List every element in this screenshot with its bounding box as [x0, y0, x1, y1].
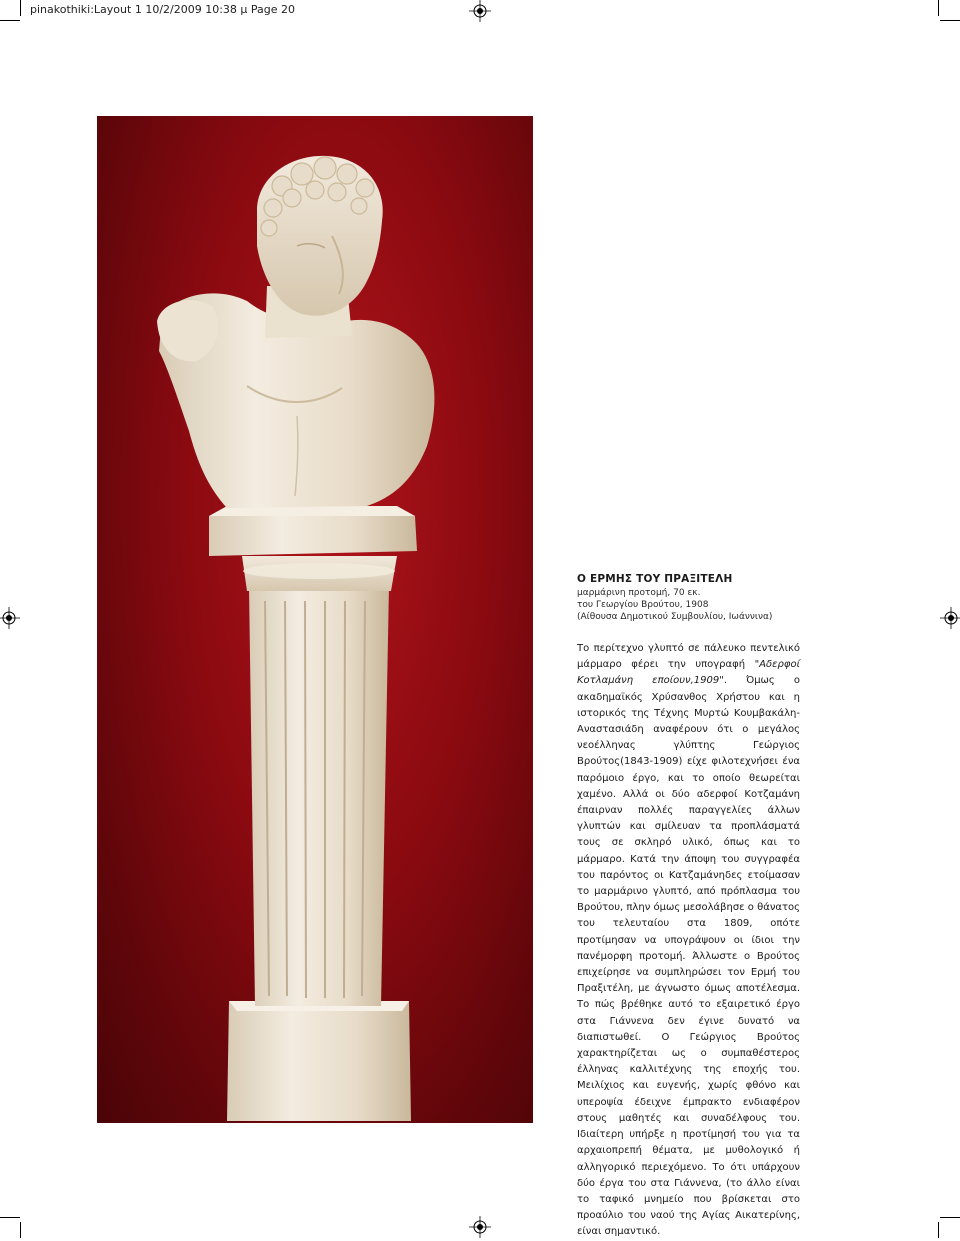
body-part-2: . Όμως ο ακαδημαϊκός Χρύσανθος Χρήστου και η ιστορικός της Τέχνης Μυρτώ Κουμβακάλη-Αναστασιάδη αναφέρουν ότι ο μεγάλος νεοέλληνας γλύπτης Γεώργιος Βρούτος(1843-1909) είχε φιλοτεχνήσει ένα παρόμοιο έργο, και το οποίο θεωρείται χαμένο. Αλλά οι δύο αδερφοί Κοτζαμάνη έπαιρναν πολλές παραγγελίες άλλων γλυπτών και σμίλευαν τα προπλάσματά τους σε σκληρό υλικό, όπως και το μάρμαρο. Κατά την άποψη του συγγραφέα του παρόντος οι Κατζαμάνηδες ετοίμασαν το μαρμάρινο γλυπτό, από πρόπλασμα του Βρούτου, πλην όμως μεσολάβησε ο θάνατος του τελευταίου στα 1809, οπότε προτίμησαν να υπογράψουν οι ίδιοι την πανέμορφη προτομή. Άλλωστε ο Βρούτος επιχείρησε να συμπληρώσει τον Ερμή του Πραξιτέλη, με άγνωστο όμως αποτέλεσμα. Το πώς βρέθηκε αυτό το εξαιρετικό έργο στα Γιάννενα δεν έγινε δυνατό να διαπιστωθεί. Ο Γεώργιος Βρούτος χαρακτηρίζεται ως ο συμπαθέστερος έλληνας καλλιτέχνης της εποχής του. Μειλίχιος και ευγενής, χωρίς φθόνο και υπεροψία έδειχνε έμπρακτο ενδιαφέρον στους μαθητές και συναδέλφους του. Ιδιαίτερη υπήρξε η προτίμησή του για τα αρχαιοπρεπή θέματα, με μυθολογικό ή αλληγορικό περιεχόμενο. Το ότι υπάρχουν δύο έργα του στα Γιάννενα, (το άλλο είναι το ταφικό μνημείο που βρίσκεται στο προαύλιο του ναού της Αγίας Αικατερίνης, είναι σημαντικό.	[577, 675, 800, 1238]
crop-mark-top-left	[0, 20, 20, 21]
registration-mark-top-icon	[469, 0, 491, 22]
photo-caption	[577, 573, 807, 623]
article-paragraph	[577, 641, 800, 1241]
crop-mark-bottom-left	[0, 1217, 20, 1218]
column-shaft	[249, 586, 389, 1006]
hermes-bust-photo	[97, 116, 533, 1123]
crop-mark-bottom-right	[940, 1217, 960, 1218]
crop-mark-bottom-right-v	[938, 1222, 939, 1238]
registration-mark-bottom-icon	[469, 1216, 491, 1238]
printer-slug: pinakothiki:Layout 1 10/2/2009 10:38 μ Page 20	[30, 3, 296, 16]
crop-mark-top-right	[940, 20, 960, 21]
crop-mark-top-right-v	[938, 0, 939, 16]
caption-title: Ο ΕΡΜΗΣ ΤΟΥ ΠΡΑΞΙΤΕΛΗ	[577, 573, 733, 585]
crop-mark-bottom-left-v	[20, 1222, 21, 1238]
crop-mark-top-left-v	[20, 0, 21, 16]
registration-mark-right-icon	[940, 607, 960, 629]
article-body	[577, 641, 800, 1241]
caption-location: (Αίθουσα Δημοτικού Συμβουλίου, Ιωάννινα)	[577, 612, 773, 622]
signature-quote: "Αδερφοί Κοτλαμάνη εποίουν,1909"	[577, 659, 800, 687]
caption-material: μαρμάρινη προτομή, 70 εκ.	[577, 588, 701, 598]
bust-plinth	[209, 516, 417, 556]
registration-mark-left-icon	[0, 607, 20, 629]
body-part-1: Το περίτεχνο γλυπτό σε πάλευκο πεντελικό μάρμαρο φέρει την υπογραφή	[577, 643, 800, 671]
column-base	[227, 1001, 411, 1121]
caption-artist: του Γεωργίου Βρούτου, 1908	[577, 600, 709, 610]
